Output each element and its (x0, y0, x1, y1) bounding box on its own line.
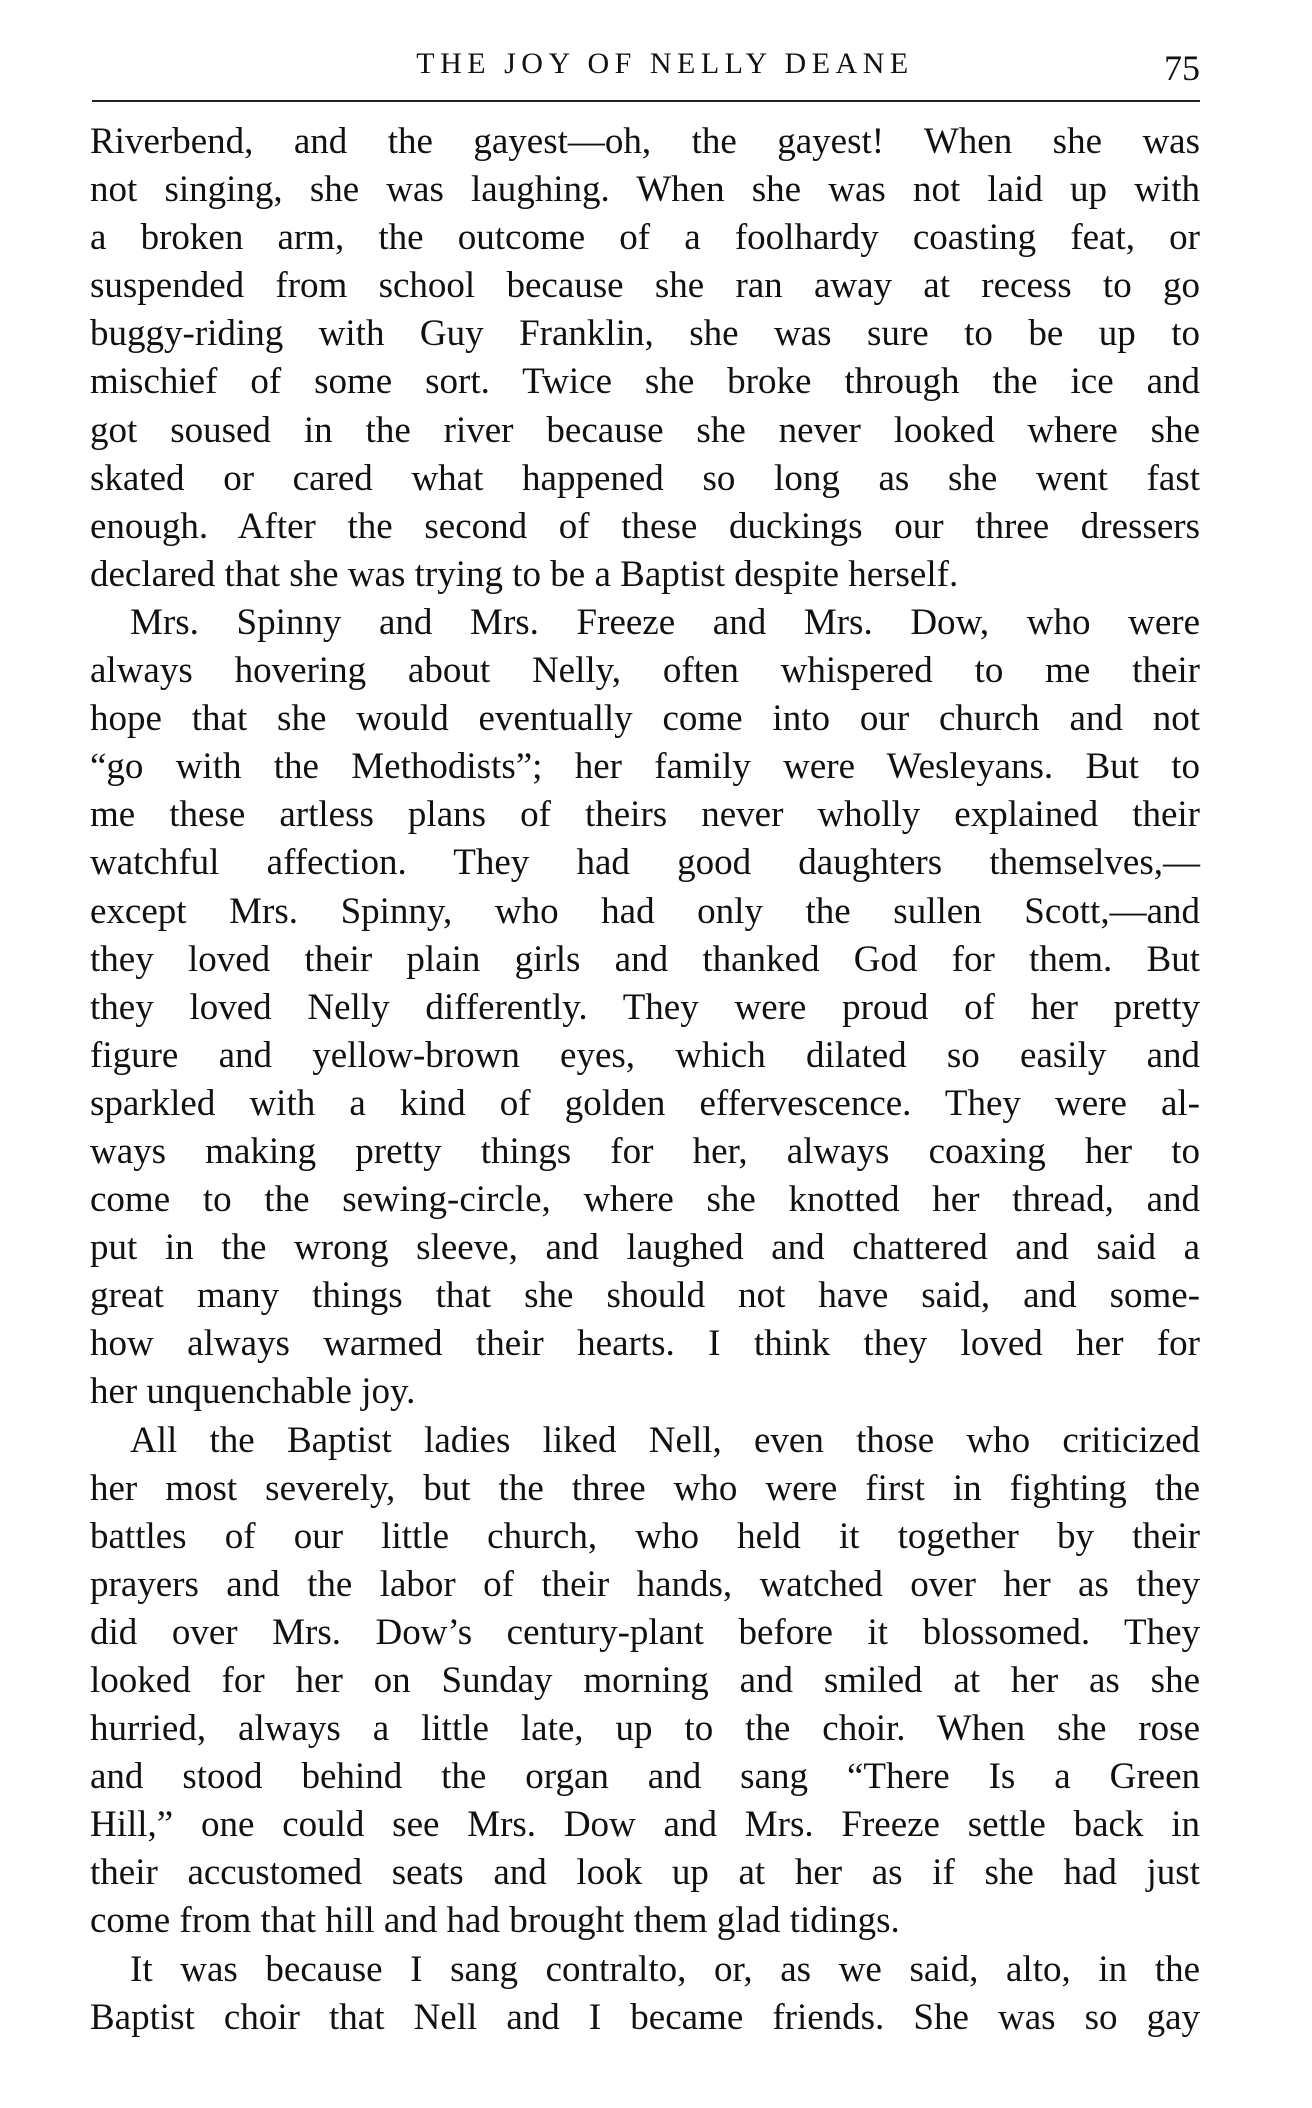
paragraph (90, 118, 1200, 599)
text-line: skated or cared what happened so long as she went fast (90, 457, 1200, 499)
text-line: did over Mrs. Dow’s century-plant before it blossomed. They (90, 1611, 1200, 1653)
running-title: THE JOY OF NELLY DEANE (416, 47, 914, 80)
text-line: declared that she was trying to be a Baptist despite herself. (90, 553, 959, 595)
text-line: and stood behind the organ and sang “There Is a Green (90, 1756, 1200, 1798)
text-line: battles of our little church, who held it together by their (90, 1515, 1200, 1557)
text-line: always hovering about Nelly, often whispered to me their (90, 650, 1200, 692)
text-line: great many things that she should not have said, and some- (90, 1275, 1200, 1317)
text-line: figure and yellow-brown eyes, which dilated so easily and (90, 1034, 1200, 1076)
text-line: “go with the Methodists”; her family were Wesleyans. But to (90, 746, 1200, 788)
text-line: a broken arm, the outcome of a foolhardy coasting feat, or (90, 217, 1200, 259)
text-line: put in the wrong sleeve, and laughed and chattered and said a (90, 1227, 1200, 1269)
paragraph (90, 1946, 1200, 2042)
text-line: Hill,” one could see Mrs. Dow and Mrs. Freeze settle back in (90, 1804, 1200, 1846)
text-line: suspended from school because she ran away at recess to go (90, 265, 1200, 307)
text-line: hope that she would eventually come into our church and not (90, 698, 1200, 740)
text-line: her most severely, but the three who were first in fighting the (90, 1467, 1200, 1509)
text-line: enough. After the second of these duckings our three dressers (90, 505, 1200, 547)
text-line: mischief of some sort. Twice she broke through the ice and (90, 361, 1200, 403)
paragraph (90, 599, 1200, 1417)
text-line: Baptist choir that Nell and I became friends. She was so gay (90, 1996, 1200, 2038)
header-rule (92, 100, 1200, 102)
text-line: got soused in the river because she never looked where she (90, 409, 1200, 451)
body-text (90, 118, 1200, 2042)
text-line: It was because I sang contralto, or, as we said, alto, in the (130, 1948, 1200, 1990)
text-line: her unquenchable joy. (90, 1371, 416, 1413)
text-line: except Mrs. Spinny, who had only the sullen Scott,—and (90, 890, 1200, 932)
text-line: All the Baptist ladies liked Nell, even those who criticized (130, 1419, 1200, 1461)
text-line: how always warmed their hearts. I think they loved her for (90, 1323, 1200, 1365)
text-line: Riverbend, and the gayest—oh, the gayest! When she was (90, 121, 1200, 162)
text-line: Mrs. Spinny and Mrs. Freeze and Mrs. Dow, who were (130, 601, 1200, 643)
text-line: their accustomed seats and look up at her as if she had just (90, 1852, 1200, 1894)
text-line: come from that hill and had brought them glad tidings. (90, 1900, 900, 1942)
text-line: buggy-riding with Guy Franklin, she was sure to be up to (90, 313, 1200, 355)
running-head (90, 44, 1200, 94)
text-line: ways making pretty things for her, always coaxing her to (90, 1130, 1200, 1172)
text-line: me these artless plans of theirs never wholly explained their (90, 794, 1200, 836)
text-line: they loved their plain girls and thanked God for them. But (90, 938, 1200, 980)
text-line: hurried, always a little late, up to the choir. When she rose (90, 1708, 1200, 1750)
text-line: not singing, she was laughing. When she was not laid up with (90, 169, 1200, 211)
text-line: watchful affection. They had good daughters themselves,— (90, 842, 1200, 884)
paragraph (90, 1417, 1200, 1946)
text-line: looked for her on Sunday morning and smiled at her as she (90, 1660, 1200, 1701)
text-line: sparkled with a kind of golden effervescence. They were al- (90, 1082, 1200, 1124)
text-line: prayers and the labor of their hands, watched over her as they (90, 1563, 1200, 1605)
text-line: come to the sewing-circle, where she knotted her thread, and (90, 1179, 1200, 1221)
text-line: they loved Nelly differently. They were proud of her pretty (90, 986, 1200, 1028)
page-number: 75 (1164, 48, 1200, 88)
